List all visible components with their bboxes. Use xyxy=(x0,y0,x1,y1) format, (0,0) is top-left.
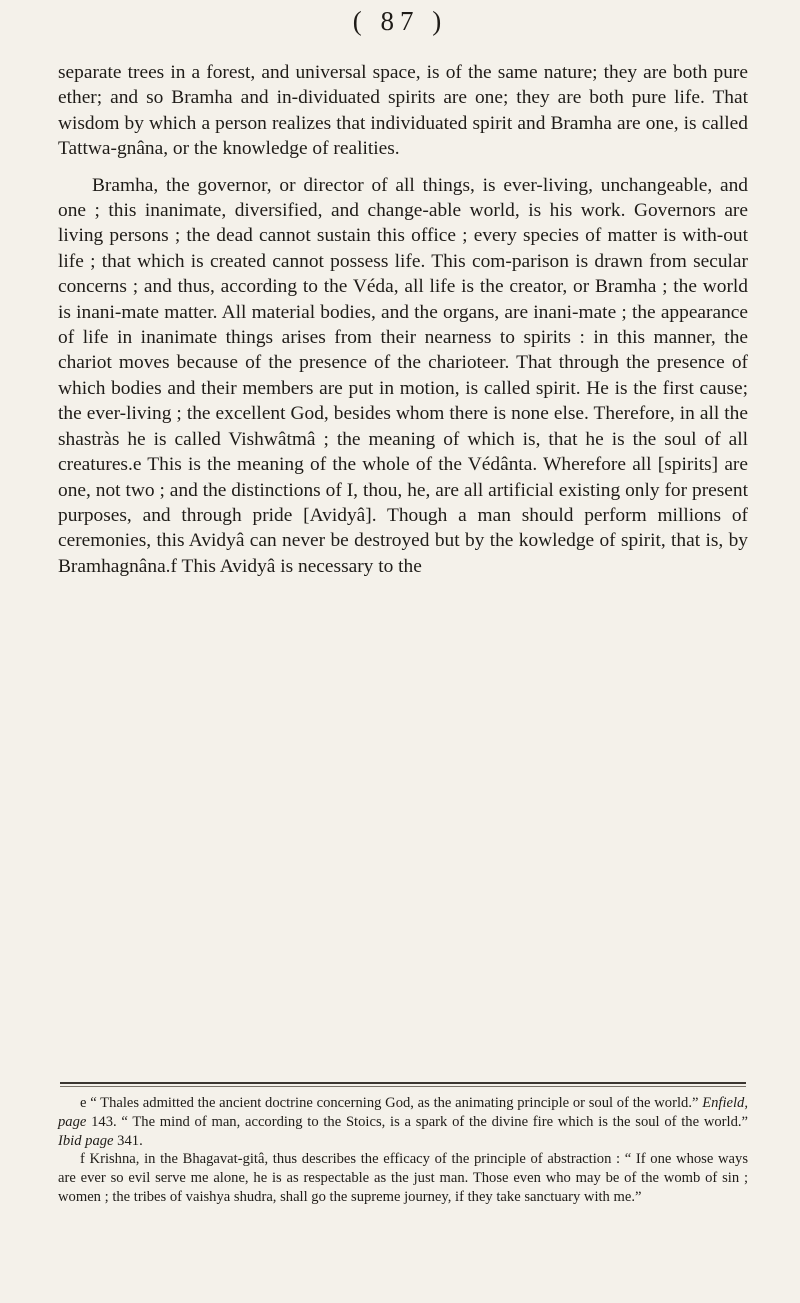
footnote-e-text-1: “ Thales admitted the ancient doctrine concerning God, as the animating principle or soul of the world.” xyxy=(86,1095,703,1111)
footnote-e-text-2: 143. “ The mind of man, according to the Stoics, is a spark of the divine fire which is the soul of the world.” xyxy=(86,1113,748,1130)
paragraph-1: separate trees in a forest, and universal space, is of the same nature; they are both pure ether; and so Bramha and in-dividuated spirits are one; they are both pure life. That wisdom by which a person realizes that individuated spirit and Bramha are one, is called Tattwa-gnâna, or the knowledge of realities. xyxy=(58,62,748,160)
footnote-e-cite-1: Enfield, page xyxy=(58,1095,748,1130)
footnote-rule xyxy=(60,1082,746,1084)
footnote-marker-e: e xyxy=(80,1095,87,1111)
footnote-e-text-3: 341. xyxy=(113,1132,143,1149)
paragraph-2: Bramha, the governor, or director of all things, is ever-living, unchangeable, and one ; this inanimate, diversified, and change-able world, is his work. Governors are living persons ; the dead cannot sustain this office ; every species of matter is with-out life ; that which is created cannot possess life. This com-parison is drawn from secular concerns ; and thus, according to the Véda, all life is the creator, or Bramha ; the world is inani-mate matter. All material bodies, and the organs, are inani-mate ; the appearance of life in inanimate things arises from their nearness to spirits : in this manner, the chariot moves because of the presence of the charioteer. That through the presence of which bodies and their members are put in motion, is called spirit. He is the first cause; the ever-living ; the excellent God, besides whom there is none else. Therefore, in all the shastràs he is called Vishwâtmâ ; the meaning of which is, that he is the soul of all creatures.e This is the meaning of the whole of the Védânta. Wherefore all [spirits] are one, not two ; and the distinctions of I, thou, he, are all artificial existing only for present purposes, and through pride [Avidyâ]. Though a man should perform millions of ceremonies, this Avidyâ can never be destroyed but by the kowledge of spirit, that is, by Bramhagnâna.f This Avidyâ is necessary to the xyxy=(58,174,748,577)
footnote-f xyxy=(58,1150,748,1206)
main-text xyxy=(58,60,748,579)
footnote-f-text: Krishna, in the Bhagavat-gitâ, thus describes the efficacy of the principle of abstraction : “ If one whose ways are ever so evil serve me alone, he is as respectable as the just man. Those even who may be of the womb of sin ; women ; the tribes of vaishya shudra, shall go the supreme journey, if they take sanctuary with me.” xyxy=(58,1151,748,1205)
footnote-marker-f: f xyxy=(80,1151,85,1168)
page-number: ( 87 ) xyxy=(352,6,448,36)
footnote-e xyxy=(58,1094,748,1150)
footnote-e-cite-2: Ibid page xyxy=(58,1132,114,1149)
footnotes xyxy=(58,1094,748,1207)
footnote-rule-thin xyxy=(60,1086,746,1087)
